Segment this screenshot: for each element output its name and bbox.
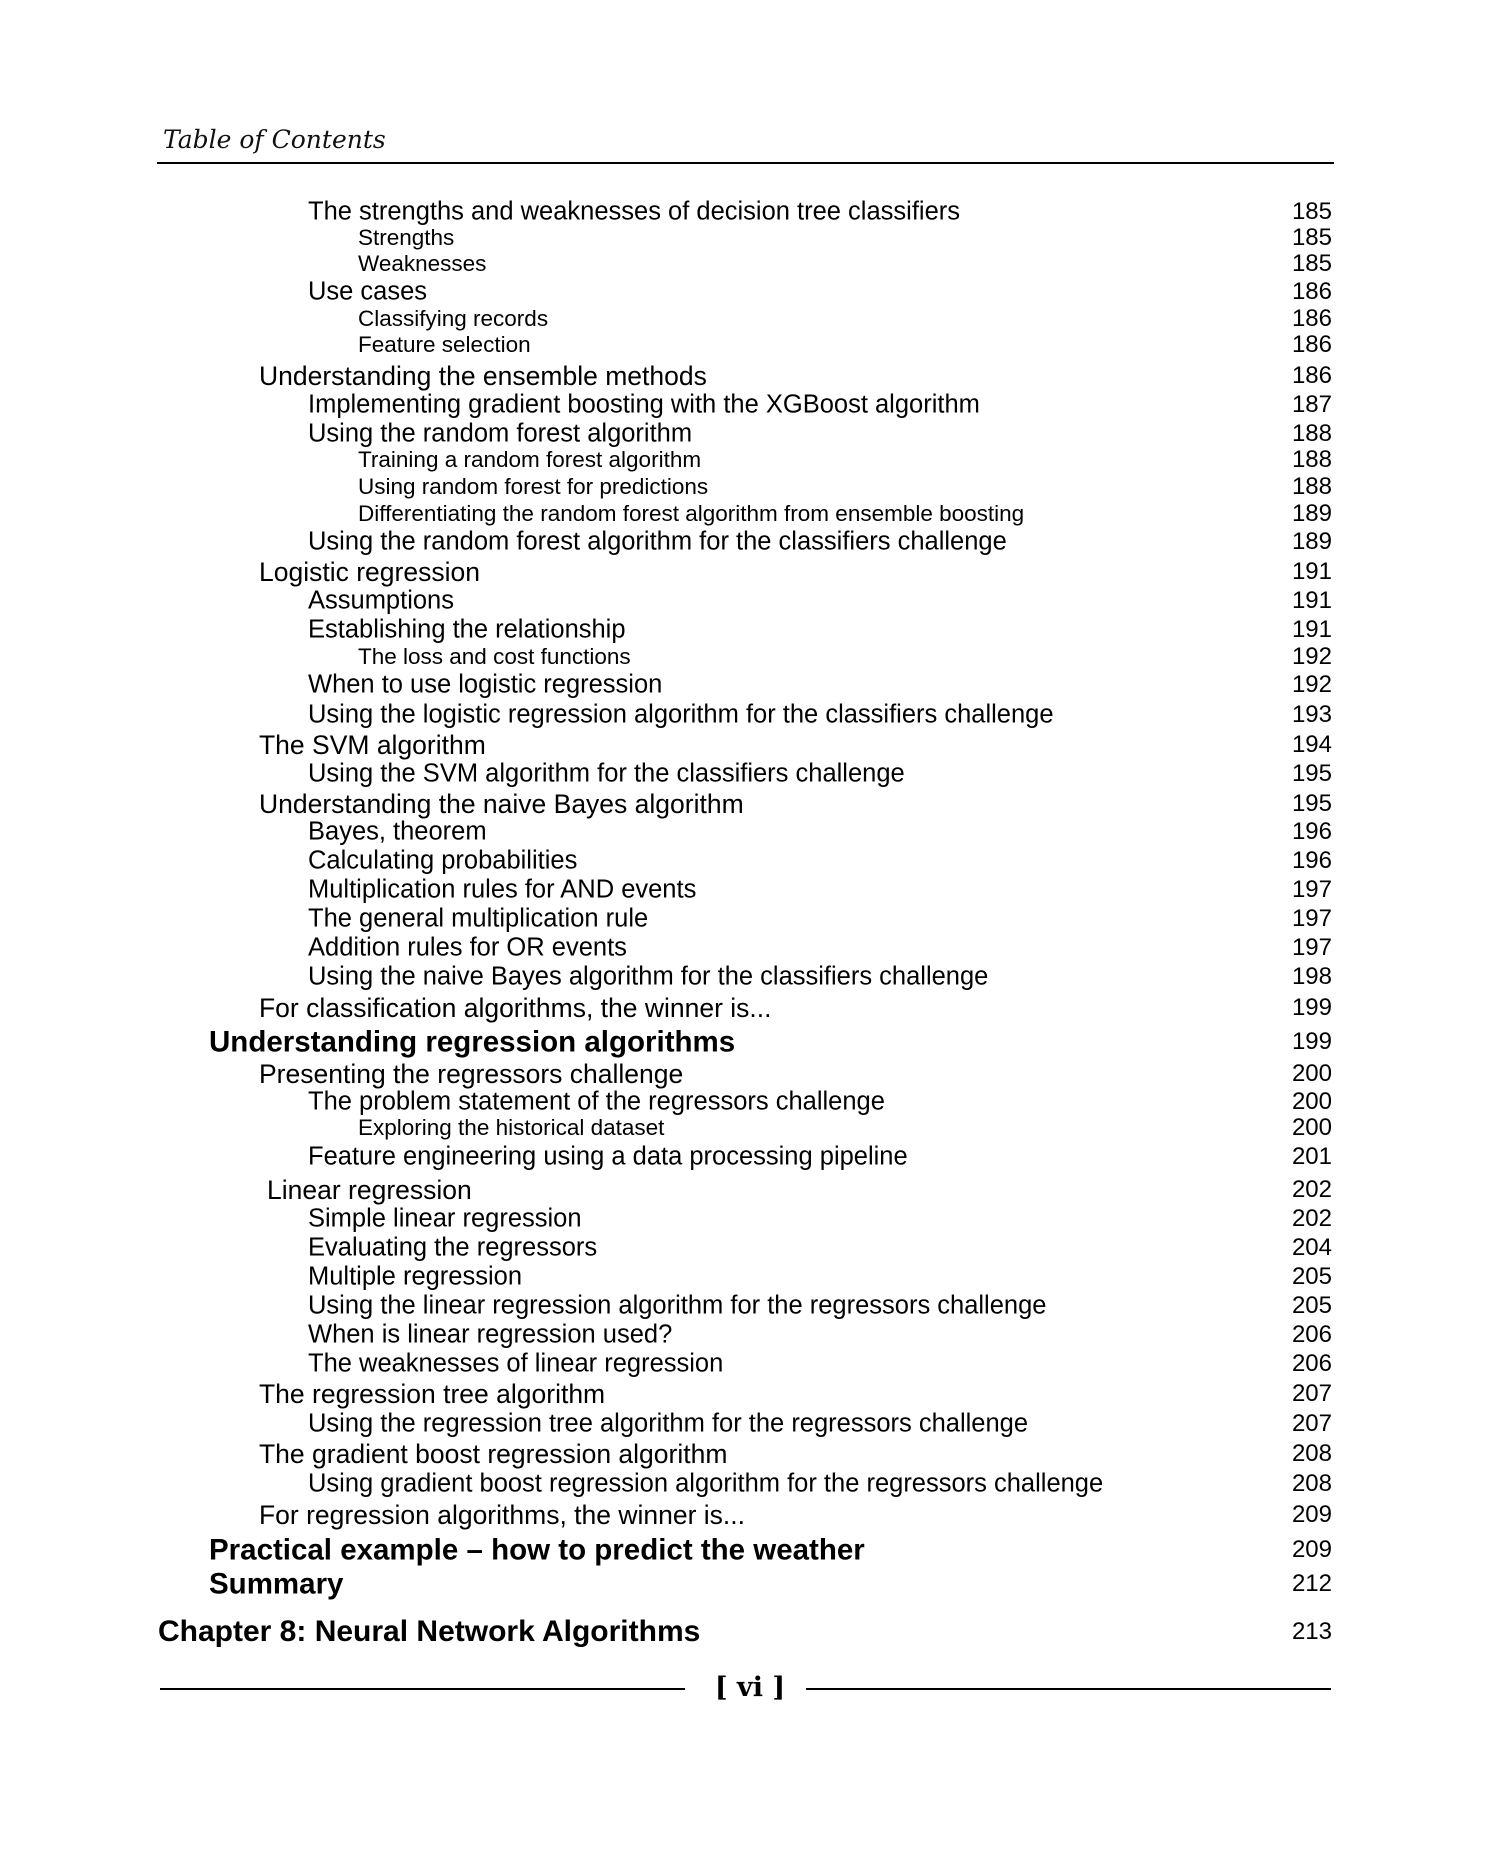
toc-entry-page: 185 [1291,250,1332,277]
toc-entry[interactable] [0,1469,1500,1499]
toc-entry-title: The loss and cost functions [358,643,631,669]
toc-entry-title: Using the random forest algorithm [308,419,693,448]
toc-entry-title: The weaknesses of linear regression [308,1349,724,1378]
toc-entry-page: 191 [1291,587,1332,614]
toc-entry-title: The problem statement of the regressors challenge [308,1087,885,1116]
toc-entry-page: 192 [1291,643,1332,670]
toc-entry-title: Exploring the historical dataset [358,1114,665,1140]
toc-entry[interactable] [0,472,1500,502]
toc-entry[interactable] [0,1113,1500,1143]
toc-entry-title: The regression tree algorithm [259,1378,606,1409]
toc-entry-title: Establishing the relationship [308,615,626,644]
toc-entry-page: 207 [1291,1410,1332,1437]
toc-entry-title: Practical example – how to predict the weather [209,1533,865,1567]
toc-entry-title: Simple linear regression [308,1204,582,1233]
toc-entry[interactable] [0,330,1500,360]
toc-entry[interactable] [0,1379,1500,1409]
toc-entry-page: 186 [1291,362,1332,389]
toc-entry[interactable] [0,1439,1500,1469]
toc-entry-page: 213 [1291,1618,1332,1645]
toc-entry[interactable] [0,1291,1500,1321]
toc-entry-title: Calculating probabilities [308,846,578,875]
toc-entry[interactable] [0,1262,1500,1292]
toc-entry-page: 194 [1291,731,1332,758]
toc-entry-page: 188 [1291,473,1332,500]
toc-entry-page: 198 [1291,963,1332,990]
toc-entry[interactable] [0,993,1500,1023]
toc-entry-page: 195 [1291,790,1332,817]
toc-entry[interactable] [0,1142,1500,1172]
toc-entry-page: 185 [1291,224,1332,251]
toc-entry-title: Addition rules for OR events [308,933,627,962]
footer-rule-left [160,1688,685,1690]
toc-entry[interactable] [0,1535,1500,1565]
toc-entry[interactable] [0,499,1500,529]
toc-entry-title: Chapter 8: Neural Network Algorithms [158,1615,701,1648]
toc-entry-page: 208 [1291,1440,1332,1467]
toc-entry-title: When is linear regression used? [308,1320,673,1349]
toc-entry-title: Implementing gradient boosting with the XGBoost algorithm [308,390,980,419]
toc-entry-title: Summary [209,1567,344,1601]
toc-entry-title: Understanding the naive Bayes algorithm [259,788,744,819]
toc-entry-page: 212 [1291,1570,1332,1597]
toc-entry-title: Using random forest for predictions [358,473,709,499]
toc-entry[interactable] [0,1320,1500,1350]
toc-entry[interactable] [0,586,1500,616]
toc-entry-page: 202 [1291,1205,1332,1232]
toc-entry[interactable] [0,962,1500,992]
toc-entry[interactable] [0,789,1500,819]
toc-entry-page: 188 [1291,446,1332,473]
toc-entry-page: 204 [1291,1234,1332,1261]
toc-entry-title: Using the linear regression algorithm for the regressors challenge [308,1291,1047,1320]
toc-entry-page: 209 [1291,1501,1332,1528]
toc-entry[interactable] [0,817,1500,847]
toc-entry-title: Using gradient boost regression algorithm for the regressors challenge [308,1469,1104,1498]
toc-entry-page: 192 [1291,671,1332,698]
toc-entry[interactable] [0,361,1500,391]
toc-entry[interactable] [0,730,1500,760]
toc-entry[interactable] [0,1027,1500,1057]
toc-entry-title: Logistic regression [259,556,480,587]
toc-entry-title: The general multiplication rule [308,904,649,933]
toc-entry-page: 186 [1291,331,1332,358]
toc-entry-title: Weaknesses [358,250,487,276]
toc-entry-page: 189 [1291,528,1332,555]
toc-entry-page: 186 [1291,278,1332,305]
toc-entry-page: 187 [1291,391,1332,418]
toc-entry[interactable] [0,390,1500,420]
page-folio: [ vi ] [714,1672,786,1703]
toc-entry-title: Strengths [358,224,455,250]
toc-entry-page: 208 [1291,1470,1332,1497]
toc-entry-page: 191 [1291,616,1332,643]
toc-entry-title: Using the SVM algorithm for the classifiers challenge [308,759,905,788]
toc-entry-title: The gradient boost regression algorithm [259,1438,728,1469]
toc-entry-title: The strengths and weaknesses of decision tree classifiers [308,197,960,226]
toc-entry-page: 195 [1291,760,1332,787]
toc-entry-page: 200 [1291,1114,1332,1141]
toc-entry[interactable] [0,875,1500,905]
toc-entry-title: Bayes, theorem [308,817,487,846]
toc-entry[interactable] [0,759,1500,789]
toc-entry-title: The SVM algorithm [259,729,486,760]
toc-entry-title: Linear regression [267,1174,472,1205]
toc-entry[interactable] [0,700,1500,730]
toc-entry-page: 206 [1291,1321,1332,1348]
toc-entry-title: Evaluating the regressors [308,1233,598,1262]
toc-entry-title: Using the random forest algorithm for the classifiers challenge [308,527,1007,556]
toc-entry[interactable] [0,1409,1500,1439]
toc-entry-page: 197 [1291,905,1332,932]
toc-entry[interactable] [0,1233,1500,1263]
toc-entry-page: 207 [1291,1380,1332,1407]
toc-entry-title: Training a random forest algorithm [358,446,702,472]
toc-entry-title: Feature selection [358,331,531,357]
toc-entry[interactable] [0,1569,1500,1599]
toc-entry[interactable] [0,1617,1500,1647]
toc-entry-title: Classifying records [358,305,549,331]
toc-entry-title: Multiple regression [308,1262,523,1291]
toc-entry-page: 209 [1291,1536,1332,1563]
toc-entry-title: Using the regression tree algorithm for the regressors challenge [308,1409,1029,1438]
toc-entry-page: 186 [1291,305,1332,332]
toc-entry-page: 185 [1291,198,1332,225]
toc-entry[interactable] [0,933,1500,963]
toc-entry-title: Feature engineering using a data processing pipeline [308,1142,908,1171]
toc-entry[interactable] [0,1059,1500,1089]
toc-entry-title: For regression algorithms, the winner is... [259,1499,746,1530]
toc-entry-title: Assumptions [308,586,454,615]
toc-entry-title: Use cases [308,277,428,306]
toc-entry-title: When to use logistic regression [308,670,663,699]
toc-entry[interactable] [0,670,1500,700]
toc-entry-page: 189 [1291,500,1332,527]
toc-entry-page: 196 [1291,847,1332,874]
toc-entry-page: 205 [1291,1292,1332,1319]
toc-entry[interactable] [0,277,1500,307]
toc-entry-page: 206 [1291,1350,1332,1377]
toc-entry-page: 200 [1291,1088,1332,1115]
toc-entry[interactable] [0,445,1500,475]
toc-entry[interactable] [0,1500,1500,1530]
toc-entry-title: Differentiating the random forest algorithm from ensemble boosting [358,500,1025,526]
toc-entry[interactable] [0,249,1500,279]
toc-entry-page: 197 [1291,876,1332,903]
toc-entry-page: 188 [1291,420,1332,447]
toc-entry[interactable] [0,615,1500,645]
toc-entry-title: For classification algorithms, the winner is... [259,992,772,1023]
toc-entry[interactable] [0,1349,1500,1379]
toc-entry-page: 201 [1291,1143,1332,1170]
toc-entry-page: 196 [1291,818,1332,845]
toc-entry[interactable] [0,642,1500,672]
toc-entry[interactable] [0,1204,1500,1234]
running-head: Table of Contents [163,125,386,154]
toc-entry-title: Using the naive Bayes algorithm for the classifiers challenge [308,962,989,991]
toc-entry-title: Multiplication rules for AND events [308,875,697,904]
toc-entry-page: 199 [1291,994,1332,1021]
toc-entry-page: 199 [1291,1028,1332,1055]
toc-entry-page: 202 [1291,1176,1332,1203]
toc-entry[interactable] [0,557,1500,587]
toc-entry-title: Understanding the ensemble methods [259,360,707,391]
toc-entry[interactable] [0,1175,1500,1205]
toc-entry-page: 197 [1291,934,1332,961]
footer-rule-right [806,1688,1331,1690]
toc-entry-title: Presenting the regressors challenge [259,1058,684,1089]
toc-entry-page: 191 [1291,558,1332,585]
toc-entry-page: 205 [1291,1263,1332,1290]
toc-entry-page: 200 [1291,1060,1332,1087]
toc-entry[interactable] [0,846,1500,876]
toc-entry-title: Understanding regression algorithms [209,1025,736,1059]
toc-entry-page: 193 [1291,701,1332,728]
toc-entry[interactable] [0,527,1500,557]
toc-entry-title: Using the logistic regression algorithm for the classifiers challenge [308,700,1054,729]
toc-entry[interactable] [0,904,1500,934]
